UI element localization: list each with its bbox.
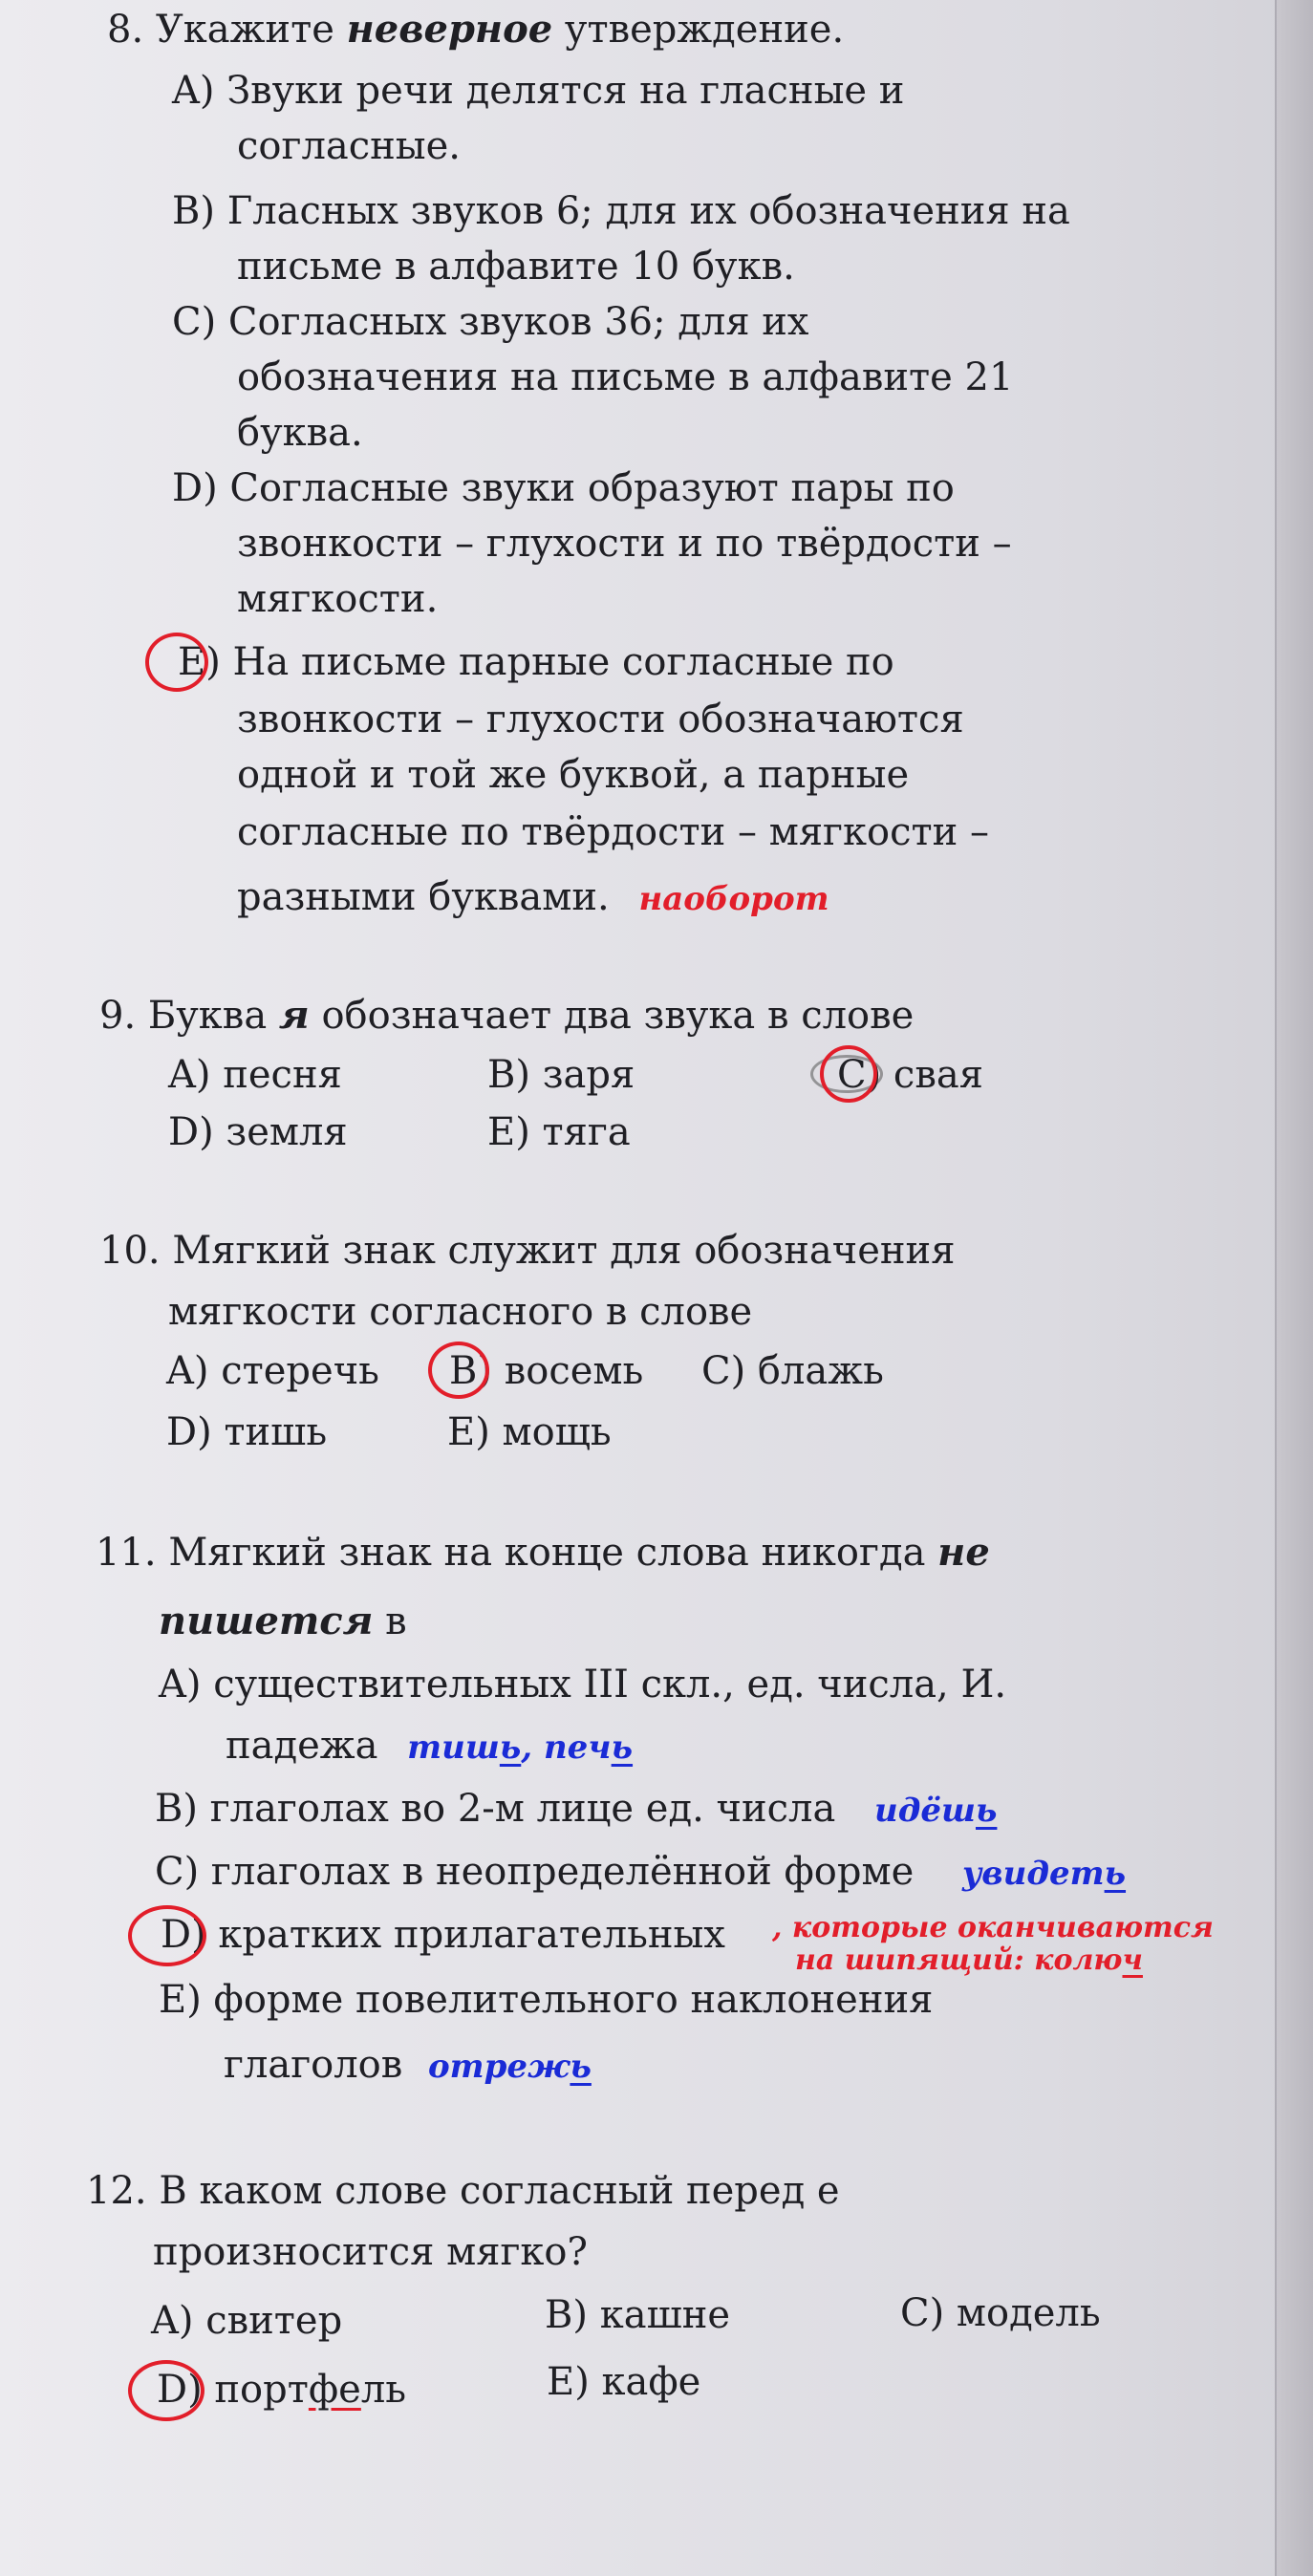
q8-option-a-cont: согласные. xyxy=(237,124,461,168)
q8-option-c: C) Согласных звуков 36; для их xyxy=(172,300,809,344)
q10-option-c: C) блажь xyxy=(701,1349,884,1393)
q8-option-d-cont: звонкости – глухости и по твёрдости – xyxy=(237,522,1012,566)
q11-answer-circle xyxy=(128,1905,206,1966)
q12-title-cont: произносится мягко? xyxy=(153,2230,588,2274)
q12-option-e: E) кафе xyxy=(547,2360,701,2404)
q11-option-b: B) глаголах во 2-м лице ед. числа идёшь xyxy=(155,1787,998,1831)
q11-emphasis-not: не xyxy=(937,1530,990,1575)
q11-option-d-letter: D xyxy=(161,1913,192,1957)
q11-title: 11. Мягкий знак на конце слова никогда не xyxy=(96,1530,990,1575)
q8-option-e-letter: E xyxy=(178,640,206,684)
q11-option-e-cont: глаголов отрежь xyxy=(224,2043,592,2087)
q11-e-handwritten-note: отрежь xyxy=(427,2048,592,2086)
q11-title-cont: пишется в xyxy=(159,1599,407,1643)
q12-underlined-letters: фе xyxy=(308,2368,361,2412)
q8-title: 8. Укажите неверное утверждение. xyxy=(107,7,845,52)
q10-option-b-letter: B xyxy=(449,1349,478,1393)
q8-option-e-cont4: разными буквами. наоборот xyxy=(237,875,829,919)
q10-answer-circle xyxy=(428,1342,489,1399)
q8-option-e-cont: звонкости – глухости обозначаются xyxy=(237,698,964,741)
q12-title: 12. В каком слове согласный перед е xyxy=(86,2169,840,2213)
q8-option-c-cont: обозначения на письме в алфавите 21 xyxy=(237,355,1014,399)
q8-answer-circle xyxy=(145,633,208,692)
q12-answer-circle xyxy=(128,2360,204,2421)
q8-option-c-cont2: буква. xyxy=(237,411,363,455)
q11-d-handwritten-note-line2: на шипящий: колюч xyxy=(795,1943,1143,1977)
q8-option-d: D) Согласные звуки образуют пары по xyxy=(172,466,955,510)
q12-option-c: C) модель xyxy=(900,2291,1101,2335)
q9-option-c-letter: C xyxy=(837,1053,867,1097)
q8-option-b: B) Гласных звуков 6; для их обозначения на xyxy=(172,189,1070,233)
q11-b-handwritten-note: идёшь xyxy=(874,1792,998,1830)
q8-option-d-cont2: мягкости. xyxy=(237,577,439,621)
q9-option-b: B) заря xyxy=(487,1053,635,1097)
q10-title-cont: мягкости согласного в слове xyxy=(168,1290,753,1334)
q8-option-b-cont: письме в алфавите 10 букв. xyxy=(237,245,795,289)
q8-emphasis: неверное xyxy=(346,7,553,52)
q10-option-a: A) стеречь xyxy=(166,1349,379,1393)
q10-option-b: B) восемь xyxy=(449,1349,644,1393)
q12-option-b: B) кашне xyxy=(545,2293,731,2337)
q10-option-e: E) мощь xyxy=(447,1410,612,1454)
q11-option-d: D) кратких прилагательных xyxy=(161,1913,725,1957)
q8-option-e: E) На письме парные согласные по xyxy=(178,640,894,684)
q8-option-a: A) Звуки речи делятся на гласные и xyxy=(172,69,905,113)
q11-d-handwritten-note-line1: , которые оканчиваются xyxy=(772,1911,1214,1944)
q12-option-d-letter: D xyxy=(157,2368,188,2412)
q10-option-d: D) тишь xyxy=(166,1410,328,1454)
q10-title: 10. Мягкий знак служит для обозначения xyxy=(99,1229,956,1273)
q11-a-handwritten-note: тишь, печь xyxy=(407,1728,634,1767)
q11-c-handwritten-note: увидеть xyxy=(961,1855,1127,1893)
q11-option-c: C) глаголах в неопределённой форме увидеть xyxy=(155,1850,1127,1894)
q8-option-e-cont3: согласные по твёрдости – мягкости – xyxy=(237,810,989,854)
q11-option-a-cont: падежа тишь, печь xyxy=(226,1724,634,1768)
q12-option-d: D) портфель xyxy=(157,2368,407,2412)
q9-title: 9. Буква я обозначает два звука в слове xyxy=(99,993,915,1038)
q12-option-a: A) свитер xyxy=(151,2299,343,2343)
q9-option-c: C) свая xyxy=(837,1053,983,1097)
q11-option-e: E) форме повелительного наклонения xyxy=(159,1978,934,2022)
q8-option-e-cont2: одной и той же буквой, а парные xyxy=(237,753,910,797)
q9-option-e: E) тяга xyxy=(487,1110,631,1154)
q9-answer-circle xyxy=(820,1045,877,1103)
q11-emphasis-written: пишется xyxy=(159,1599,374,1643)
q8-handwritten-note: наоборот xyxy=(638,880,829,918)
q9-option-d: D) земля xyxy=(168,1110,348,1154)
q11-option-a: A) существительных III скл., ед. числа, И. xyxy=(159,1663,1007,1707)
q9-option-a: A) песня xyxy=(168,1053,342,1097)
page-edge-shadow xyxy=(1275,0,1313,2576)
q9-emphasis: я xyxy=(278,993,310,1038)
